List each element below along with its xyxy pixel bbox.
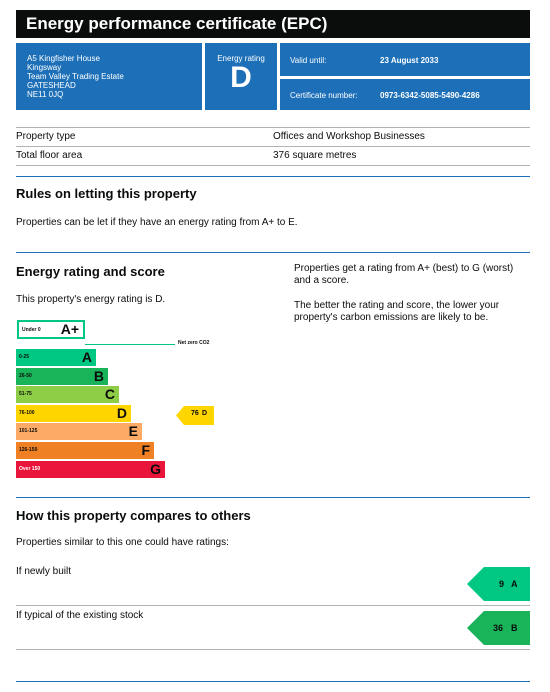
band-letter: F — [141, 442, 150, 458]
band-range: 126-150 — [19, 447, 38, 453]
page-title: Energy performance certificate (EPC) — [16, 10, 530, 38]
band-f — [16, 442, 154, 459]
valid-until-label: Valid until: — [290, 56, 327, 65]
certificate-number-label: Certificate number: — [290, 91, 358, 100]
divider — [16, 605, 530, 606]
section-divider — [16, 681, 530, 682]
score-info-line: property's carbon emissions are likely to be. — [294, 312, 489, 323]
letting-heading: Rules on letting this property — [16, 186, 197, 201]
divider — [16, 649, 530, 650]
band-letter: D — [116, 405, 127, 421]
band-letter: G — [150, 461, 161, 477]
typical-stock-letter: B — [511, 623, 518, 633]
divider — [16, 146, 530, 147]
band-d — [16, 405, 131, 422]
section-divider — [16, 176, 530, 177]
letting-text: Properties can be let if they have an energy rating from A+ to E. — [16, 217, 298, 228]
valid-until-value: 23 August 2033 — [380, 56, 439, 65]
newly-built-score: 9 — [499, 579, 505, 589]
address-box — [16, 43, 202, 110]
address-line-2: Kingsway — [27, 63, 62, 72]
valid-until-box — [280, 43, 530, 76]
score-intro: This property's energy rating is D. — [16, 294, 166, 305]
floor-area-label: Total floor area — [16, 150, 83, 161]
band-range: 26-50 — [19, 373, 32, 379]
band-range: 101-125 — [19, 428, 38, 434]
floor-area-value: 376 square metres — [273, 150, 357, 161]
certificate-number-value: 0973-6342-5085-5490-4286 — [380, 91, 480, 100]
newly-built-label: If newly built — [16, 566, 72, 577]
band-letter: C — [104, 386, 115, 402]
band-aplus-range: Under 0 — [22, 327, 41, 333]
band-a — [16, 349, 96, 366]
section-divider — [16, 497, 530, 498]
score-info-line: The better the rating and score, the lower your — [294, 300, 500, 311]
energy-rating-letter: D — [230, 61, 252, 94]
band-aplus — [17, 320, 85, 339]
band-range: Over 150 — [19, 466, 41, 472]
typical-stock-score: 36 — [493, 623, 504, 633]
band-range: 76-100 — [19, 410, 35, 416]
band-b — [16, 368, 108, 385]
net-zero-label: Net zero CO2 — [178, 340, 210, 346]
band-aplus-letter: A+ — [60, 321, 79, 337]
divider — [16, 127, 530, 128]
band-letter: B — [93, 368, 104, 384]
property-type-label: Property type — [16, 131, 76, 142]
address-line-5: NE11 0JQ — [27, 90, 64, 99]
band-e — [16, 423, 142, 440]
score-info-line: and a score. — [294, 275, 350, 286]
band-c — [16, 386, 119, 403]
section-divider — [16, 252, 530, 253]
current-rating-letter: D — [202, 410, 208, 417]
band-g — [16, 461, 165, 478]
current-rating-score: 76 — [191, 410, 199, 417]
certificate-number-box — [280, 79, 530, 110]
property-type-value: Offices and Workshop Businesses — [273, 131, 425, 142]
compare-intro: Properties similar to this one could have ratings: — [16, 537, 229, 548]
net-zero-line — [85, 344, 175, 345]
energy-rating-box — [205, 43, 277, 110]
band-range: 0-25 — [19, 354, 30, 360]
address-line-3: Team Valley Trading Estate — [27, 72, 124, 81]
divider — [16, 165, 530, 166]
address-line-4: GATESHEAD — [27, 81, 76, 90]
address-line-1: A5 Kingfisher House — [27, 54, 100, 63]
band-range: 51-75 — [19, 391, 32, 397]
band-letter: E — [128, 423, 138, 439]
score-heading: Energy rating and score — [16, 264, 165, 279]
compare-heading: How this property compares to others — [16, 508, 251, 523]
score-info-line: Properties get a rating from A+ (best) to G (worst) — [294, 263, 514, 274]
newly-built-letter: A — [511, 579, 518, 589]
typical-stock-label: If typical of the existing stock — [16, 610, 144, 621]
energy-rating-label: Energy rating — [217, 54, 265, 63]
band-letter: A — [81, 349, 92, 365]
